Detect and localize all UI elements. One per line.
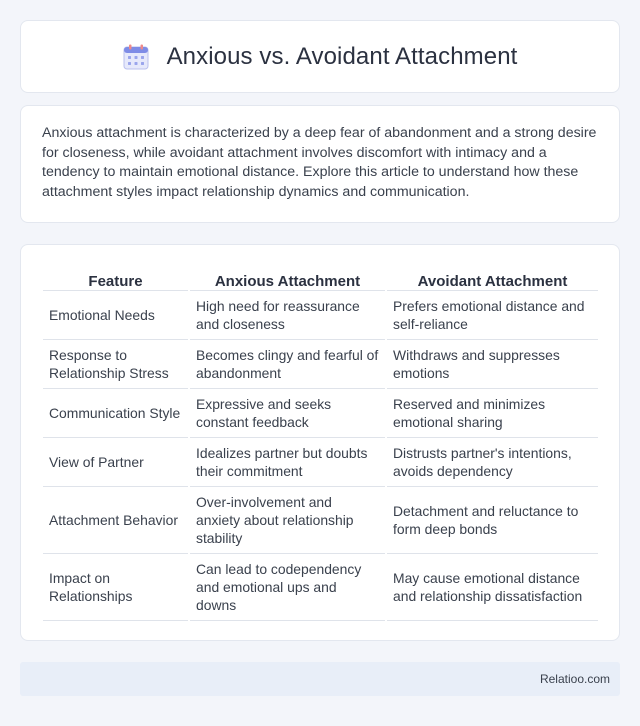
avoidant-cell: Detachment and reluctance to form deep bonds [386, 486, 598, 553]
intro-card [20, 105, 620, 223]
header-anxious: Anxious Attachment [189, 265, 386, 290]
table-row [43, 339, 598, 388]
anxious-cell: Idealizes partner but doubts their commitment [189, 437, 386, 486]
header-avoidant: Avoidant Attachment [386, 265, 598, 290]
avoidant-cell: Withdraws and suppresses emotions [386, 339, 598, 388]
avoidant-cell: Distrusts partner's intentions, avoids dependency [386, 437, 598, 486]
feature-cell: Attachment Behavior [43, 486, 189, 553]
avoidant-cell: Reserved and minimizes emotional sharing [386, 388, 598, 437]
page-title: Anxious vs. Avoidant Attachment [166, 42, 518, 70]
footer-brand[interactable]: Relatioo.com [539, 672, 610, 686]
avoidant-cell: Prefers emotional distance and self-reliance [386, 290, 598, 339]
title-wrap [123, 43, 518, 71]
intro-text: Anxious attachment is characterized by a deep fear of abandonment and a strong desire for closeness, while avoidant attachment involves discomfort with intimacy and a tendency to maintain emotional distance. Explore this article to understand how these attachment styles impact relationship dynamics and communication. [42, 125, 597, 200]
feature-cell: Impact on Relationships [43, 553, 189, 620]
avoidant-cell: May cause emotional distance and relationship dissatisfaction [386, 553, 598, 620]
anxious-cell: Over-involvement and anxiety about relationship stability [189, 486, 386, 553]
anxious-cell: Becomes clingy and fearful of abandonment [189, 339, 386, 388]
title-card [20, 20, 620, 93]
table-row [43, 388, 598, 437]
feature-cell: Communication Style [43, 388, 189, 437]
feature-cell: View of Partner [43, 437, 189, 486]
comparison-card [20, 244, 620, 641]
feature-cell: Response to Relationship Stress [43, 339, 189, 388]
comparison-table [43, 265, 598, 621]
anxious-cell: Expressive and seeks constant feedback [189, 388, 386, 437]
feature-cell: Emotional Needs [43, 290, 189, 339]
footer [20, 662, 620, 696]
table-header-row [43, 265, 598, 290]
calendar-icon [123, 44, 149, 70]
table-row [43, 437, 598, 486]
table-row [43, 290, 598, 339]
table-row [43, 553, 598, 620]
table-row [43, 486, 598, 553]
anxious-cell: Can lead to codependency and emotional ups and downs [189, 553, 386, 620]
header-feature: Feature [43, 265, 189, 290]
anxious-cell: High need for reassurance and closeness [189, 290, 386, 339]
